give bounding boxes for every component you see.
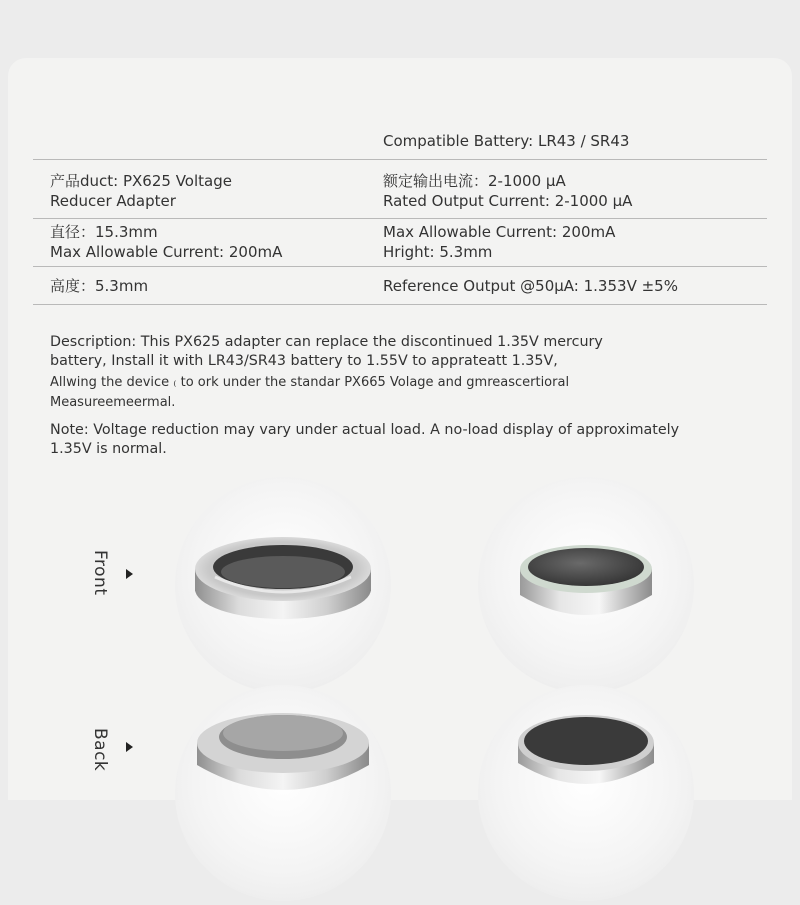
table-divider bbox=[33, 304, 767, 305]
diameter-cn: 直径：15.3mm bbox=[50, 223, 158, 241]
compatible-battery-text: Compatible Battery: LR43 / SR43 bbox=[383, 132, 630, 150]
product-name-line1: 产品duct: PX625 Voltage bbox=[50, 172, 232, 190]
battery-back-photo bbox=[478, 685, 694, 901]
table-divider bbox=[33, 159, 767, 160]
product-name-line2: Reducer Adapter bbox=[50, 192, 176, 210]
description-line4: Measureemeermal. bbox=[50, 395, 176, 410]
max-current-right: Max Allowable Current: 200mA bbox=[383, 223, 616, 241]
description-line2: battery, Install it with LR43/SR43 battery to 1.55V to apprateatt 1.35V, bbox=[50, 353, 558, 369]
table-divider bbox=[33, 266, 767, 267]
height-en: Hright: 5.3mm bbox=[383, 243, 493, 261]
adapter-ring-front-icon bbox=[175, 477, 391, 693]
note-line1: Note: Voltage reduction may vary under actual load. A no-load display of approximately bbox=[50, 422, 680, 438]
max-current-left: Max Allowable Current: 200mA bbox=[50, 243, 283, 261]
battery-top-icon bbox=[478, 477, 694, 693]
description-line1: Description: This PX625 adapter can replace the discontinued 1.35V mercury bbox=[50, 334, 603, 350]
table-divider bbox=[33, 218, 767, 219]
front-arrow-icon bbox=[126, 569, 133, 579]
front-label: Front bbox=[90, 550, 110, 596]
battery-bottom-icon bbox=[478, 685, 694, 901]
back-label: Back bbox=[90, 728, 110, 772]
rated-current-cn: 额定输出电流：2-1000 μA bbox=[383, 172, 566, 190]
adapter-front-photo bbox=[175, 477, 391, 693]
rated-current-en: Rated Output Current: 2-1000 μA bbox=[383, 192, 633, 210]
adapter-back-icon bbox=[175, 685, 391, 901]
note-line2: 1.35V is normal. bbox=[50, 441, 167, 457]
height-cn: 高度：5.3mm bbox=[50, 277, 149, 295]
battery-top-photo bbox=[478, 477, 694, 693]
reference-output: Reference Output @50μA: 1.353V ±5% bbox=[383, 277, 678, 295]
adapter-back-photo bbox=[175, 685, 391, 901]
back-arrow-icon bbox=[126, 742, 133, 752]
description-line3: Allwing the device ₍ to ork under the standar PX665 Volage and gmreascertioral bbox=[50, 375, 570, 390]
